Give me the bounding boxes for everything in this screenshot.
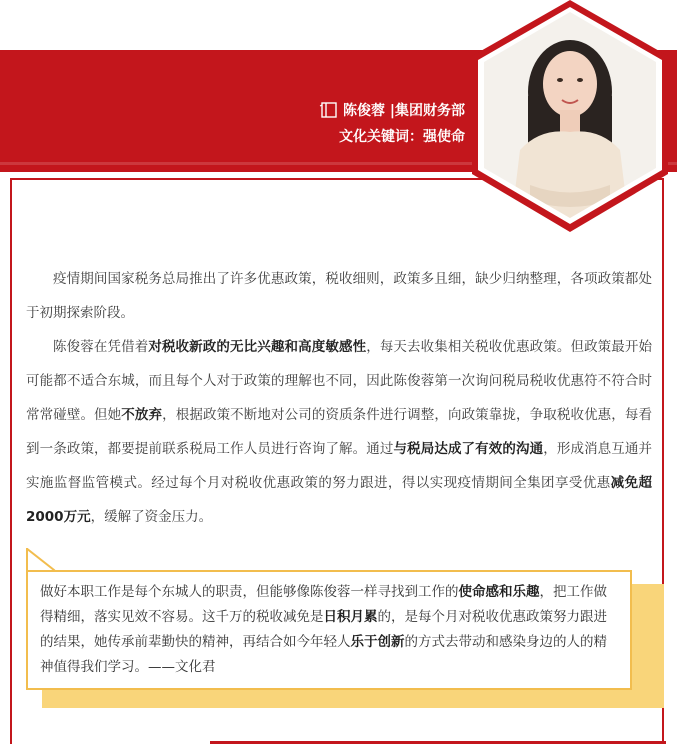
text-run: 陈俊蓉在凭借着 bbox=[53, 339, 149, 355]
text-run: ，根据政策不断地对公司的资质条件进行调整，向政策靠拢，争取税收优惠，每看到一条政策，都要提前联系税局工作人员进行咨询了解。通过 bbox=[26, 407, 653, 457]
bold-text: 不放弃 bbox=[121, 407, 163, 423]
person-name-department: 陈俊蓉 |集团财务部 bbox=[343, 103, 465, 119]
book-icon bbox=[319, 101, 339, 119]
quote-box bbox=[26, 570, 632, 690]
name-department-row bbox=[319, 100, 465, 120]
text-run: ，形成消息互通并实施监督监管模式。经过每个月对税收优惠政策的努力跟进，得以实现疫情期间全集团享受优惠 bbox=[26, 441, 653, 491]
bold-text: 日积月累 bbox=[323, 609, 378, 625]
keyword-label: 文化关键词： bbox=[339, 129, 423, 145]
keyword-value: 强使命 bbox=[423, 129, 465, 145]
bold-text: 减免超2000万元 bbox=[26, 475, 653, 525]
article-paragraph-2 bbox=[26, 330, 652, 534]
text-run: ，缓解了资金压力。 bbox=[90, 509, 213, 525]
text-run: 的，是每个月对税收优惠政策努力跟进的结果，她传承前辈勤快的精神，再结合如今年轻人 bbox=[40, 609, 607, 650]
culture-keyword-row bbox=[339, 126, 465, 146]
text-run: ，每天去收集相关税收优惠政策。但政策最开始可能都不适合东城，而且每个人对于政策的理解也不同，因此陈俊蓉第一次询问税局税收优惠符不符合时常常碰壁。但她 bbox=[26, 339, 653, 423]
article-paragraph-1: 疫情期间国家税务总局推出了许多优惠政策，税收细则，政策多且细，缺少归纳整理，各项政策都处于初期探索阶段。 bbox=[26, 271, 652, 321]
text-run: 做好本职工作是每个东城人的职责，但能够像陈俊蓉一样寻找到工作的 bbox=[40, 584, 459, 600]
bold-text: 乐于创新 bbox=[350, 634, 405, 650]
bold-text: 与税局达成了有效的沟通 bbox=[393, 441, 544, 457]
text-run: ，把工作做得精细，落实见效不容易。这千万的税收减免是 bbox=[40, 584, 607, 625]
bold-text: 对税收新政的无比兴趣和高度敏感性 bbox=[148, 339, 367, 355]
portrait-photo bbox=[470, 0, 670, 232]
bold-text: 使命感和乐趣 bbox=[458, 584, 540, 600]
article-body bbox=[26, 262, 652, 534]
portrait-hexagon bbox=[470, 0, 670, 232]
text-run: 的方式去带动和感染身边的人的精神值得我们学习。——文化君 bbox=[40, 634, 607, 675]
frame-bottom-border bbox=[210, 741, 666, 744]
